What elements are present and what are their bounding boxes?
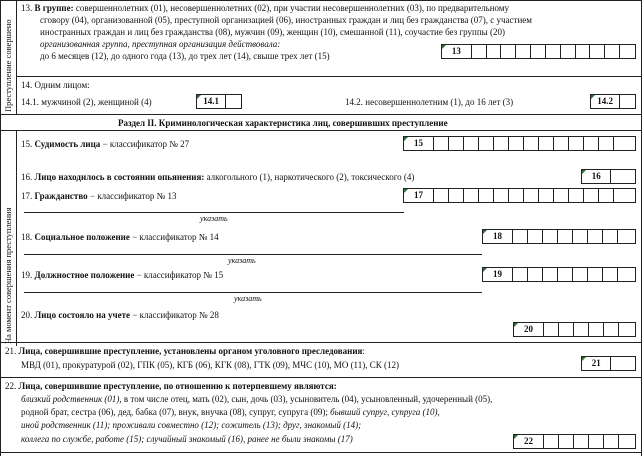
s13-line4: организованная группа, преступная организация действовала: [40, 39, 281, 49]
s16-rest: алкогольного (1), наркотического (2), токсического (4) [204, 172, 415, 182]
s22-l2-rest: родной брат, сестра (06), дед, бабка (07), внук, внучка (08), супруг, супруга (09); [21, 407, 328, 417]
divider-section2 [0, 130, 642, 131]
code-cell[interactable] [544, 323, 559, 336]
s21-options: МВД (01), прокуратурой (02), ГПК (05), КГБ (06), КГК (08), ГТК (09), МЧС (10), МО (11), СК (12) [21, 360, 399, 370]
code-cell[interactable] [599, 137, 614, 150]
code-cell[interactable] [619, 435, 634, 448]
s17-title: Гражданство [34, 191, 88, 201]
side-label-group: Преступление совершено [3, 19, 13, 112]
code-cell[interactable] [543, 268, 558, 281]
side-column-divider-top [16, 0, 17, 115]
code-cell[interactable] [479, 189, 494, 202]
side-label-moment: На момент совершения преступления [3, 207, 13, 344]
code-cell[interactable] [573, 268, 588, 281]
s16-num: 16. [21, 172, 33, 182]
section2-title: Раздел II. Криминологическая характеристика лиц, совершивших преступление [118, 118, 448, 128]
s14-2-code-label: 14.2 [591, 95, 620, 108]
code-cell[interactable] [524, 189, 539, 202]
s21-code-box[interactable] [581, 356, 636, 371]
s22-line1 [21, 394, 492, 405]
code-cell[interactable] [434, 189, 449, 202]
code-cell[interactable] [574, 323, 589, 336]
s18-code-box[interactable] [482, 229, 636, 244]
code-cell[interactable] [464, 137, 479, 150]
s17-num: 17. [21, 191, 33, 201]
code-cell[interactable] [604, 323, 619, 336]
s18-rest: − классификатор № 14 [129, 232, 219, 242]
code-cell[interactable] [559, 435, 574, 448]
border-top [0, 0, 642, 1]
s20-code-label: 20 [514, 323, 544, 336]
code-cell[interactable] [604, 435, 619, 448]
code-cell[interactable] [509, 137, 524, 150]
s21-colon: : [362, 346, 365, 356]
s13-code-box[interactable] [441, 44, 636, 59]
code-cell[interactable] [558, 230, 573, 243]
s20-rest: − классификатор № 28 [130, 310, 219, 320]
s14-2-code-box[interactable] [590, 94, 636, 109]
s21-code-label: 21 [582, 357, 611, 370]
code-cell[interactable] [559, 323, 574, 336]
code-cell[interactable] [611, 170, 635, 183]
s18-code-label: 18 [483, 230, 513, 243]
s13-line5: до 6 месяцев (12), до одного года (13), до трех лет (14), свыше трех лет (15) [40, 51, 330, 61]
s17-text [21, 191, 176, 202]
divider-21-22 [0, 377, 642, 378]
s22-line4: коллега по службе, работе (15); случайный знакомый (16), ранее не были знакомы (17) [21, 434, 353, 444]
code-cell[interactable] [603, 268, 618, 281]
s13-line1 [21, 3, 509, 14]
divider-14-section2 [0, 114, 642, 115]
s20-code-box[interactable] [513, 322, 636, 337]
code-cell[interactable] [513, 268, 528, 281]
code-cell[interactable] [618, 230, 633, 243]
code-cell[interactable] [494, 189, 509, 202]
code-cell[interactable] [584, 189, 599, 202]
s13-line3: иностранных граждан и лиц без гражданства (08), мужчин (09), женщин (10), смешанной (11), соучастие без группы (20) [40, 27, 505, 37]
s13-num: 13. [21, 3, 33, 13]
border-left [0, 0, 1, 456]
code-cell[interactable] [603, 230, 618, 243]
code-cell[interactable] [620, 45, 635, 58]
code-cell[interactable] [434, 137, 449, 150]
s14-title: 14. Одним лицом: [21, 80, 90, 90]
s22-code-label: 22 [514, 435, 544, 448]
code-cell[interactable] [573, 230, 588, 243]
code-cell[interactable] [569, 189, 584, 202]
code-cell[interactable] [516, 45, 531, 58]
code-cell[interactable] [509, 189, 524, 202]
s21-num: 21. [5, 346, 17, 356]
s18-text [21, 232, 219, 243]
s19-fill-line[interactable] [24, 292, 482, 293]
s22-l1-italic: близкий родственник (01), [21, 394, 122, 404]
code-cell[interactable] [544, 435, 559, 448]
s15-code-box[interactable] [403, 136, 636, 151]
s13-code-label: 13 [442, 45, 472, 58]
s15-text [21, 139, 189, 150]
code-cell[interactable] [614, 189, 629, 202]
code-cell[interactable] [554, 137, 569, 150]
s13-title: В группе: [34, 3, 74, 13]
code-cell[interactable] [472, 45, 487, 58]
s21-title: Лица, совершившие преступление, установлены органом уголовного преследования [18, 346, 363, 356]
code-cell[interactable] [589, 435, 604, 448]
s16-text [21, 172, 414, 183]
code-cell[interactable] [449, 189, 464, 202]
code-cell[interactable] [531, 45, 546, 58]
s22-l2-italic: бывший супруг, супруга (10), [327, 407, 440, 417]
s14-1-code-box[interactable] [196, 94, 242, 109]
code-cell[interactable] [524, 137, 539, 150]
s22-title: Лица, совершившие преступление, по отношению к потерпевшему являются: [18, 381, 337, 391]
s15-num: 15. [21, 139, 33, 149]
code-cell[interactable] [528, 268, 543, 281]
code-cell[interactable] [479, 137, 494, 150]
s16-title: Лицо находилось в состоянии опьянения: [34, 172, 205, 182]
code-cell[interactable] [618, 268, 633, 281]
code-cell[interactable] [464, 189, 479, 202]
s22-line3: иной родственник (11); проживали совместно (12); сожитель (13); друг, знакомый (14); [21, 420, 362, 430]
s13-line2: сговору (04), организованной (05), преступной организацией (06), иностранных граждан и лиц без гражданства (07), с участием [40, 15, 532, 25]
s14-2-text: 14.2. несовершеннолетним (1), до 16 лет (3) [345, 97, 514, 107]
code-cell[interactable] [558, 268, 573, 281]
code-cell[interactable] [501, 45, 516, 58]
code-cell[interactable] [614, 137, 629, 150]
code-cell[interactable] [513, 230, 528, 243]
s18-num: 18. [21, 232, 33, 242]
code-cell[interactable] [574, 435, 589, 448]
code-cell[interactable] [543, 230, 558, 243]
code-cell[interactable] [569, 137, 584, 150]
s16-code-box[interactable] [581, 169, 636, 184]
s18-fill-line[interactable] [24, 254, 482, 255]
s17-hint: указать [200, 214, 228, 223]
code-cell[interactable] [588, 230, 603, 243]
s15-title: Судимость лица [34, 139, 101, 149]
code-cell[interactable] [576, 45, 591, 58]
side-column-divider-mid [16, 130, 17, 346]
s15-code-label: 15 [404, 137, 434, 150]
code-cell[interactable] [584, 137, 599, 150]
s17-code-label: 17 [404, 189, 434, 202]
s19-title: Должностное положение [34, 270, 135, 280]
s14-1-text: 14.1. мужчиной (2), женщиной (4) [21, 97, 152, 107]
s16-code-label: 16 [582, 170, 611, 183]
code-cell[interactable] [554, 189, 569, 202]
s19-code-label: 19 [483, 268, 513, 281]
code-cell[interactable] [611, 357, 635, 370]
s22-code-box[interactable] [513, 434, 636, 449]
s21-title-line [5, 346, 365, 357]
code-cell[interactable] [449, 137, 464, 150]
code-cell[interactable] [528, 230, 543, 243]
s19-text [21, 270, 223, 281]
code-cell[interactable] [599, 189, 614, 202]
s22-title-line [5, 381, 337, 392]
s20-num: 20. [21, 310, 33, 320]
code-cell[interactable] [619, 323, 634, 336]
s19-rest: − классификатор № 15 [134, 270, 224, 280]
s19-hint: указать [234, 294, 262, 303]
code-cell[interactable] [539, 137, 554, 150]
s22-l1-rest: в том числе отец, мать (02), сын, дочь (03), усыновитель (04), усыновленный, удочеренный (05), [121, 394, 493, 404]
s13-text1: совершеннолетних (01), несовершеннолетних (02), при участии несовершеннолетних (03), по предварительному [75, 3, 510, 13]
s15-rest: − классификатор № 27 [100, 139, 190, 149]
s20-text [21, 310, 219, 321]
s17-fill-line[interactable] [24, 212, 404, 213]
divider-13-14 [16, 76, 642, 77]
code-cell[interactable] [588, 268, 603, 281]
code-cell[interactable] [494, 137, 509, 150]
code-cell[interactable] [605, 45, 620, 58]
s18-title: Социальное положение [34, 232, 130, 242]
s19-num: 19. [21, 270, 33, 280]
s14-1-code-label: 14.1 [197, 95, 226, 108]
s22-line2 [21, 407, 440, 418]
divider-20-21 [0, 342, 642, 343]
s18-hint: указать [228, 256, 256, 265]
code-cell[interactable] [561, 45, 576, 58]
s17-code-box[interactable] [403, 188, 636, 203]
code-cell[interactable] [546, 45, 561, 58]
s20-title: Лицо состояло на учете [34, 310, 131, 320]
s19-code-box[interactable] [482, 267, 636, 282]
code-cell[interactable] [620, 95, 635, 108]
s22-num: 22. [5, 381, 17, 391]
s17-rest: − классификатор № 13 [87, 191, 177, 201]
code-cell[interactable] [590, 45, 605, 58]
code-cell[interactable] [487, 45, 502, 58]
code-cell[interactable] [226, 95, 241, 108]
border-bottom [0, 452, 642, 453]
code-cell[interactable] [589, 323, 604, 336]
code-cell[interactable] [539, 189, 554, 202]
